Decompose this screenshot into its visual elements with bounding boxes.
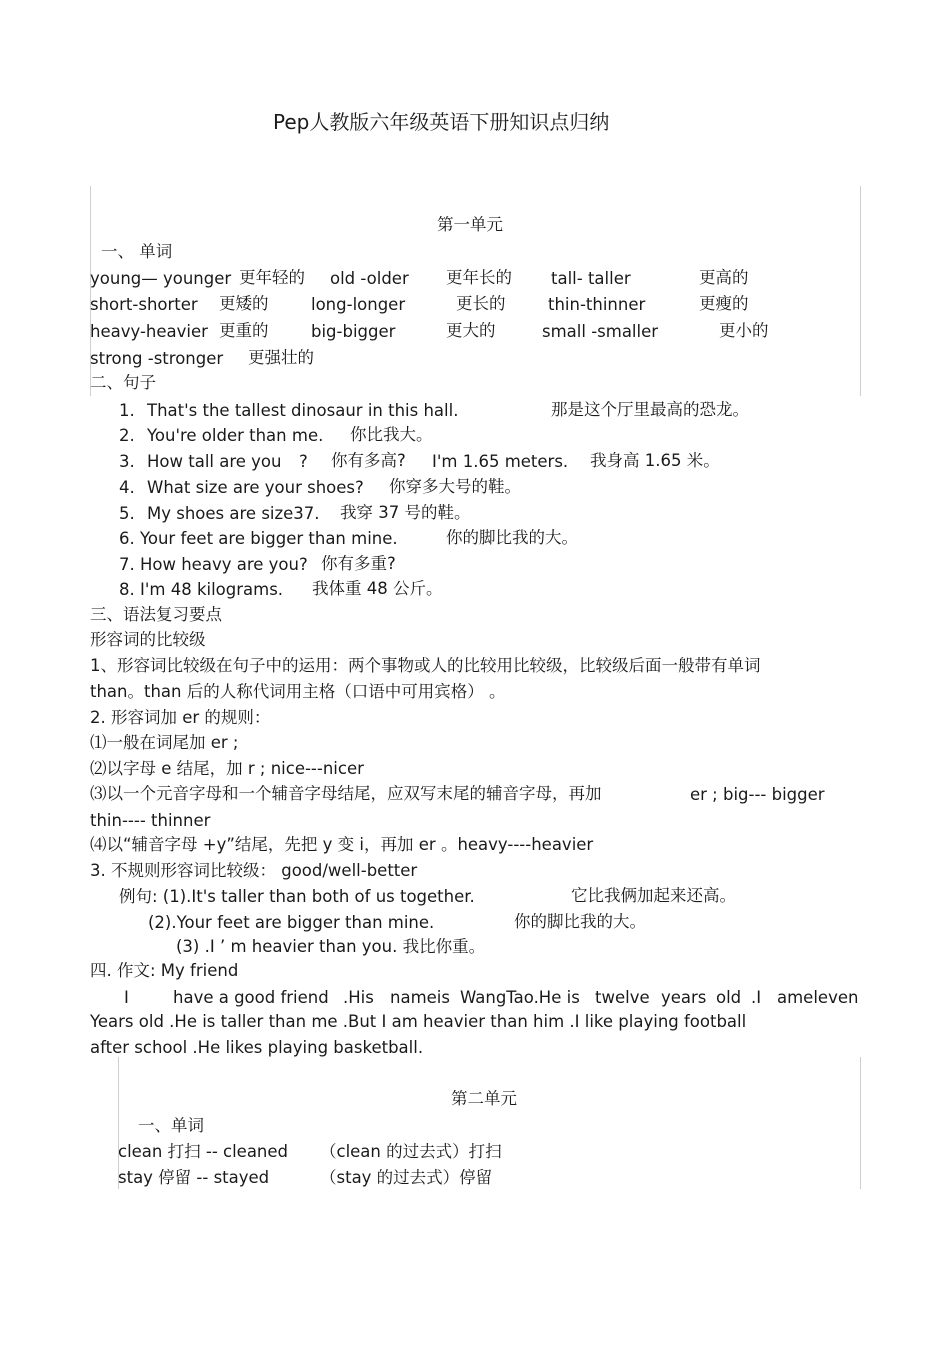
sentence-chinese: 你比我大。	[350, 425, 433, 444]
border-line-right-1	[860, 186, 861, 396]
unit2-note: （clean 的过去式）打扫	[320, 1142, 502, 1161]
vocab-meaning: 更长的	[456, 294, 506, 313]
sentence-number: 3.	[119, 452, 135, 471]
sentence-chinese: 我穿 37 号的鞋。	[340, 503, 471, 522]
sentence-number: 5.	[119, 504, 135, 523]
composition-word: old	[716, 988, 742, 1007]
rule-2: ⑵以字母 e 结尾，加 r ; nice---nicer	[90, 759, 364, 778]
sentence-english: My shoes are size37.	[147, 504, 320, 523]
vocab-word: small -smaller	[542, 322, 659, 341]
vocab-word: big-bigger	[311, 322, 396, 341]
composition-word: nameis	[390, 988, 450, 1007]
example-3: (3) .I ’ m heavier than you. 我比你重。	[176, 937, 486, 956]
vocab-word: strong -stronger	[90, 349, 224, 368]
unit2-heading: 第二单元	[451, 1089, 517, 1108]
unit2-note: （stay 的过去式）停留	[320, 1168, 493, 1187]
rule-3-example: er ; big--- bigger	[690, 785, 825, 804]
composition-word: I	[124, 988, 129, 1007]
vocab-meaning: 更年轻的	[239, 268, 305, 287]
page-title: Pep人教版六年级英语下册知识点归纳	[273, 110, 610, 134]
unit1-section-sentences: 二、句子	[90, 373, 156, 392]
grammar-point-1: 1、形容词比较级在句子中的运用：两个事物或人的比较用比较级，比较级后面一般带有单词	[90, 656, 761, 675]
vocab-meaning: 更高的	[699, 268, 749, 287]
composition-line-2: Years old .He is taller than me .But I am heavier than him .I like playing football	[90, 1012, 747, 1031]
composition-word: .His	[343, 988, 374, 1007]
sentence-chinese: 我体重 48 公斤。	[312, 579, 443, 598]
example-2: (2).Your feet are bigger than mine.	[148, 913, 435, 932]
sentence-chinese: 我身高 1.65 米。	[590, 451, 720, 470]
sentence-english: 7. How heavy are you?	[119, 555, 308, 574]
composition-word: have a good friend	[173, 988, 329, 1007]
sentence-english: What size are your shoes?	[147, 478, 364, 497]
rule-3-cont: thin---- thinner	[90, 811, 211, 830]
unit1-section-grammar: 三、语法复习要点	[90, 605, 222, 624]
vocab-word: old -older	[330, 269, 409, 288]
composition-word: years	[661, 988, 707, 1007]
sentence-english: 6. Your feet are bigger than mine.	[119, 529, 398, 548]
vocab-meaning: 更瘦的	[699, 294, 749, 313]
unit2-section-words: 一、单词	[138, 1116, 204, 1135]
sentence-english: 8. I'm 48 kilograms.	[119, 580, 284, 599]
sentence-english: That's the tallest dinosaur in this hall.	[147, 401, 459, 420]
rule-1: ⑴一般在词尾加 er ;	[90, 733, 239, 752]
vocab-meaning: 更矮的	[219, 294, 269, 313]
sentence-chinese: 你的脚比我的大。	[446, 528, 578, 547]
unit2-word: stay 停留 -- stayed	[118, 1168, 270, 1187]
vocab-word: thin-thinner	[548, 295, 646, 314]
composition-word: ameleven	[777, 988, 859, 1007]
example-1-chinese: 它比我俩加起来还高。	[571, 886, 736, 905]
example-2-chinese: 你的脚比我的大。	[514, 912, 646, 931]
sentence-punct: ?	[299, 452, 308, 471]
grammar-point-3: 3. 不规则形容词比较级： good/well-better	[90, 861, 418, 880]
unit2-word: clean 打扫 -- cleaned	[118, 1142, 289, 1161]
unit1-section-composition: 四. 作文: My friend	[90, 961, 239, 980]
rule-3: ⑶以一个元音字母和一个辅音字母结尾，应双写末尾的辅音字母，再加	[90, 784, 602, 803]
sentence-chinese: 那是这个厅里最高的恐龙。	[551, 400, 749, 419]
composition-line-3: after school .He likes playing basketball.	[90, 1038, 424, 1057]
sentence-number: 4.	[119, 478, 135, 497]
composition-word: twelve	[595, 988, 650, 1007]
composition-word: .I	[751, 988, 762, 1007]
grammar-title: 形容词的比较级	[90, 630, 206, 649]
unit1-heading: 第一单元	[437, 215, 503, 234]
vocab-meaning: 更小的	[719, 321, 769, 340]
sentence-number: 1.	[119, 401, 135, 420]
border-line-right-2	[860, 1057, 861, 1189]
sentence-number: 2.	[119, 426, 135, 445]
composition-word: WangTao.He is	[460, 988, 580, 1007]
vocab-meaning: 更年长的	[446, 268, 512, 287]
sentence-chinese: 你有多重?	[321, 554, 396, 573]
vocab-word: tall- taller	[551, 269, 631, 288]
sentence-english: I'm 1.65 meters.	[432, 452, 569, 471]
grammar-point-2: 2. 形容词加 er 的规则：	[90, 708, 271, 727]
vocab-meaning: 更重的	[219, 321, 269, 340]
sentence-english: How tall are you	[147, 452, 282, 471]
example-1: 例句: (1).It's taller than both of us together.	[119, 887, 475, 906]
sentence-english: You're older than me.	[147, 426, 324, 445]
vocab-word: short-shorter	[90, 295, 198, 314]
vocab-meaning: 更强壮的	[248, 348, 314, 367]
sentence-chinese: 你有多高?	[331, 451, 406, 470]
rule-4: ⑷以“辅音字母 +y”结尾，先把 y 变 i，再加 er 。heavy----heavier	[90, 835, 594, 854]
vocab-word: heavy-heavier	[90, 322, 208, 341]
sentence-chinese: 你穿多大号的鞋。	[389, 477, 521, 496]
grammar-point-1-cont: than。than 后的人称代词用主格（口语中可用宾格） 。	[90, 682, 506, 701]
vocab-word: long-longer	[311, 295, 406, 314]
unit1-section-words: 一、 单词	[101, 242, 173, 261]
vocab-word: young— younger	[90, 269, 232, 288]
vocab-meaning: 更大的	[446, 321, 496, 340]
